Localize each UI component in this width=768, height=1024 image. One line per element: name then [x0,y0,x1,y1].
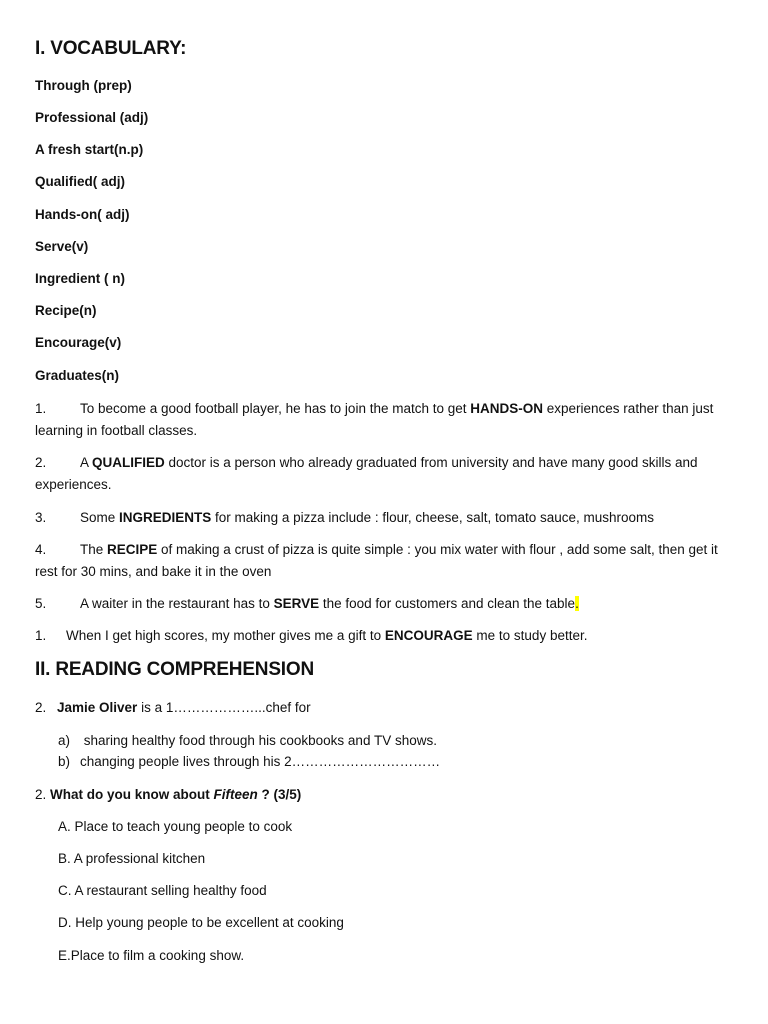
answer-choice: E.Place to film a cooking show. [58,948,245,963]
question: 2. Jamie Oliver is a 1………………...chef for [35,700,311,715]
vocab-word: Hands-on( adj) [35,207,130,222]
answer-choice: D. Help young people to be excellent at cooking [58,915,344,930]
answer-choice: A. Place to teach young people to cook [58,819,293,834]
vocab-word: A fresh start(n.p) [35,142,144,157]
keyword: INGREDIENTS [119,510,212,525]
section-title-vocabulary: I. VOCABULARY: [35,38,187,59]
keyword: QUALIFIED [92,455,165,470]
example-sentence: 4. The RECIPE of making a crust of pizza is quite simple : you mix water with flour , add some salt, then get it rest for 30 mins, and bake it in the oven [35,542,718,579]
answer-choice: C. A restaurant selling healthy food [58,883,267,898]
section-title-reading: II. READING COMPREHENSION [35,659,314,680]
keyword: HANDS-ON [470,401,544,416]
answer-option: a) sharing healthy food through his cookbooks and TV shows. [58,733,437,748]
example-sentence: 3. Some INGREDIENTS for making a pizza include : flour, cheese, salt, tomato sauce, mushrooms [35,510,655,525]
vocab-word: Recipe(n) [35,303,97,318]
vocab-word: Encourage(v) [35,335,122,350]
vocab-word: Graduates(n) [35,368,120,383]
example-sentence: 2. A QUALIFIED doctor is a person who already graduated from university and have many good skills and experiences. [35,455,698,492]
vocab-word: Through (prep) [35,78,132,93]
example-sentence: 1. When I get high scores, my mother gives me a gift to ENCOURAGE me to study better. [35,628,588,643]
vocab-word: Ingredient ( n) [35,271,125,286]
highlight-mark: . [575,596,579,611]
keyword: ENCOURAGE [384,628,473,643]
keyword: SERVE [273,596,320,611]
vocab-word: Professional (adj) [35,110,149,125]
answer-choice: B. A professional kitchen [58,851,206,866]
vocab-word: Qualified( adj) [35,174,126,189]
keyword: RECIPE [107,542,158,557]
answer-option: b) changing people lives through his 2…………………………… [58,754,441,769]
question: 2. What do you know about Fifteen ? (3/5) [35,787,302,802]
example-sentence: 5. A waiter in the restaurant has to SERVE the food for customers and clean the table. [35,596,579,611]
example-sentence: 1. To become a good football player, he has to join the match to get HANDS-ON experiences rather than just learning in football classes. [35,401,714,438]
vocab-word: Serve(v) [35,239,89,254]
